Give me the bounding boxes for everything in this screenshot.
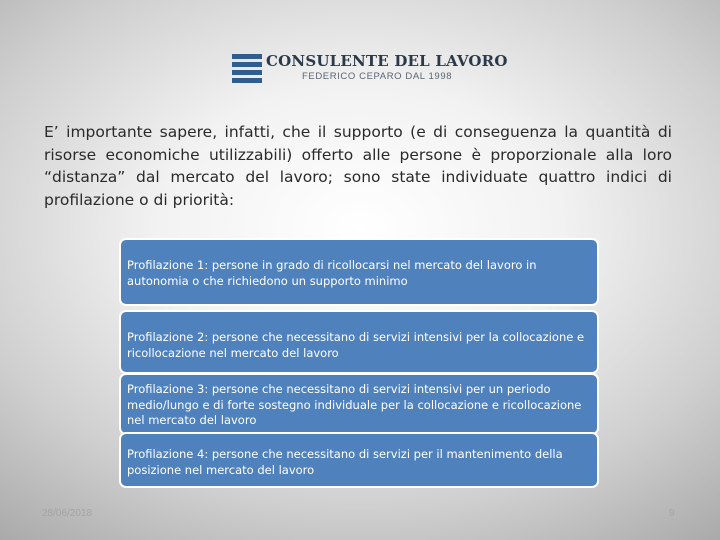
logo-mark-icon	[232, 54, 262, 84]
company-logo	[232, 52, 508, 86]
footer-date: 28/06/2018	[42, 508, 93, 519]
profile-box-1: Profilazione 1: persone in grado di ricollocarsi nel mercato del lavoro in autonomia o che richiedono un supporto minimo	[119, 238, 599, 306]
logo-title: CONSULENTE DEL LAVORO	[266, 52, 508, 70]
profile-box-4: Profilazione 4: persone che necessitano di servizi per il mantenimento della posizione nel mercato del lavoro	[119, 432, 599, 488]
page-number: 9	[669, 508, 675, 519]
logo-subtitle: FEDERICO CEPARO DAL 1998	[302, 71, 453, 82]
profile-box-3: Profilazione 3: persone che necessitano di servizi intensivi per un periodo medio/lungo e di forte sostegno individuale per la collocazione e ricollocazione nel mercato del lavoro	[119, 373, 599, 435]
intro-paragraph: E’ importante sapere, infatti, che il supporto (e di conseguenza la quantità di risorse economiche utilizzabili) offerto alle persone è proporzionale alla loro “distanza” dal mercato del lavoro; sono state individuate quattro indici di profilazione o di priorità:	[44, 123, 672, 209]
profile-box-2: Profilazione 2: persone che necessitano di servizi intensivi per la collocazione e ricollocazione nel mercato del lavoro	[119, 310, 599, 374]
